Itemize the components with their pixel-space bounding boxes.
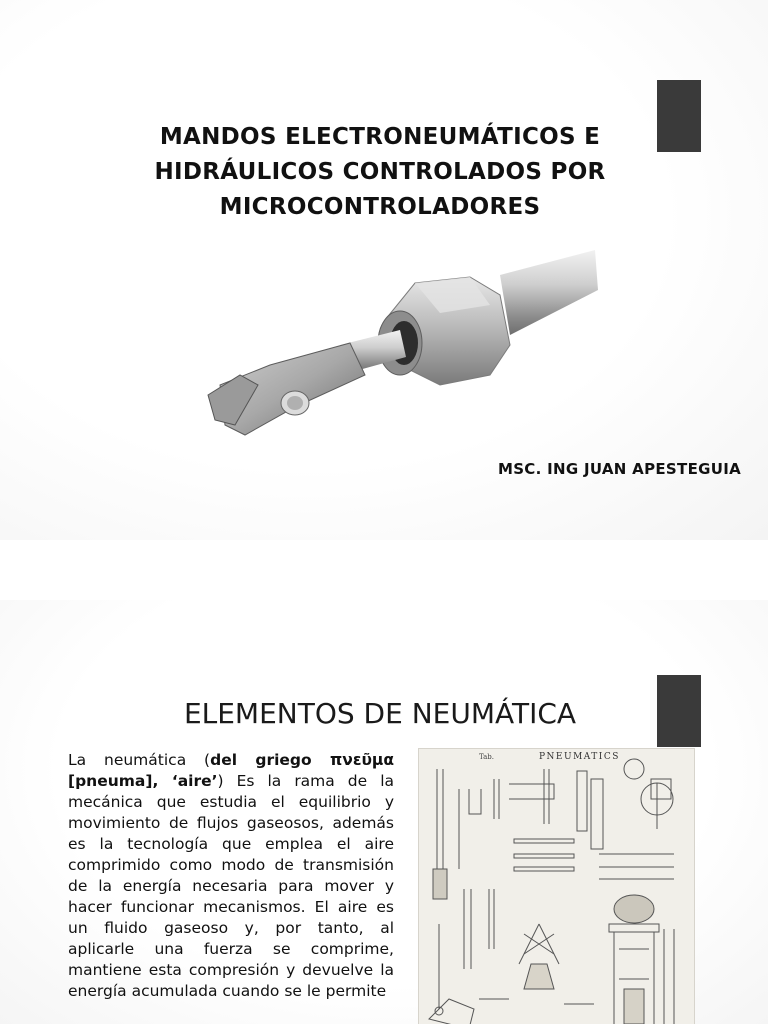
pneumatic-cylinder-image bbox=[200, 235, 600, 445]
accent-bar bbox=[657, 675, 701, 747]
body-text: La neumática ( bbox=[68, 751, 211, 769]
slide-title bbox=[100, 120, 660, 225]
body-paragraph bbox=[68, 750, 394, 1002]
body-text: ) Es la rama de la mecánica que estudia el equilibrio y movimiento de flujos gaseosos, además es la tecnología que emplea el aire comprimido como modo de transmisión de la energía necesaria para mover y hacer funcionar mecanismos. El aire es un fluido gaseoso y, por tanto, al aplicarle una fuerza se comprime, mantiene esta compresión y devuelve la energía acumulada cuando se le permite bbox=[68, 772, 394, 1000]
engraving-drawing bbox=[419, 749, 694, 1024]
slide-title: ELEMENTOS DE NEUMÁTICA bbox=[183, 697, 577, 730]
plate-label: Tab. bbox=[479, 753, 495, 761]
engraving-header: PNEUMATICS bbox=[539, 752, 620, 762]
slide-2 bbox=[0, 600, 768, 1024]
title-line: HIDRÁULICOS CONTROLADOS POR bbox=[154, 159, 606, 185]
accent-bar bbox=[657, 80, 701, 152]
body-text-bold: del griego πνεῦμα [pneuma], ‘aire’ bbox=[68, 751, 394, 790]
slide-gap bbox=[0, 540, 768, 600]
title-line: MANDOS ELECTRONEUMÁTICOS E bbox=[159, 124, 601, 150]
title-line: MICROCONTROLADORES bbox=[219, 194, 541, 220]
pneumatics-engraving-image bbox=[418, 748, 695, 1024]
author-name: MSC. ING JUAN APESTEGUIA bbox=[497, 460, 741, 478]
